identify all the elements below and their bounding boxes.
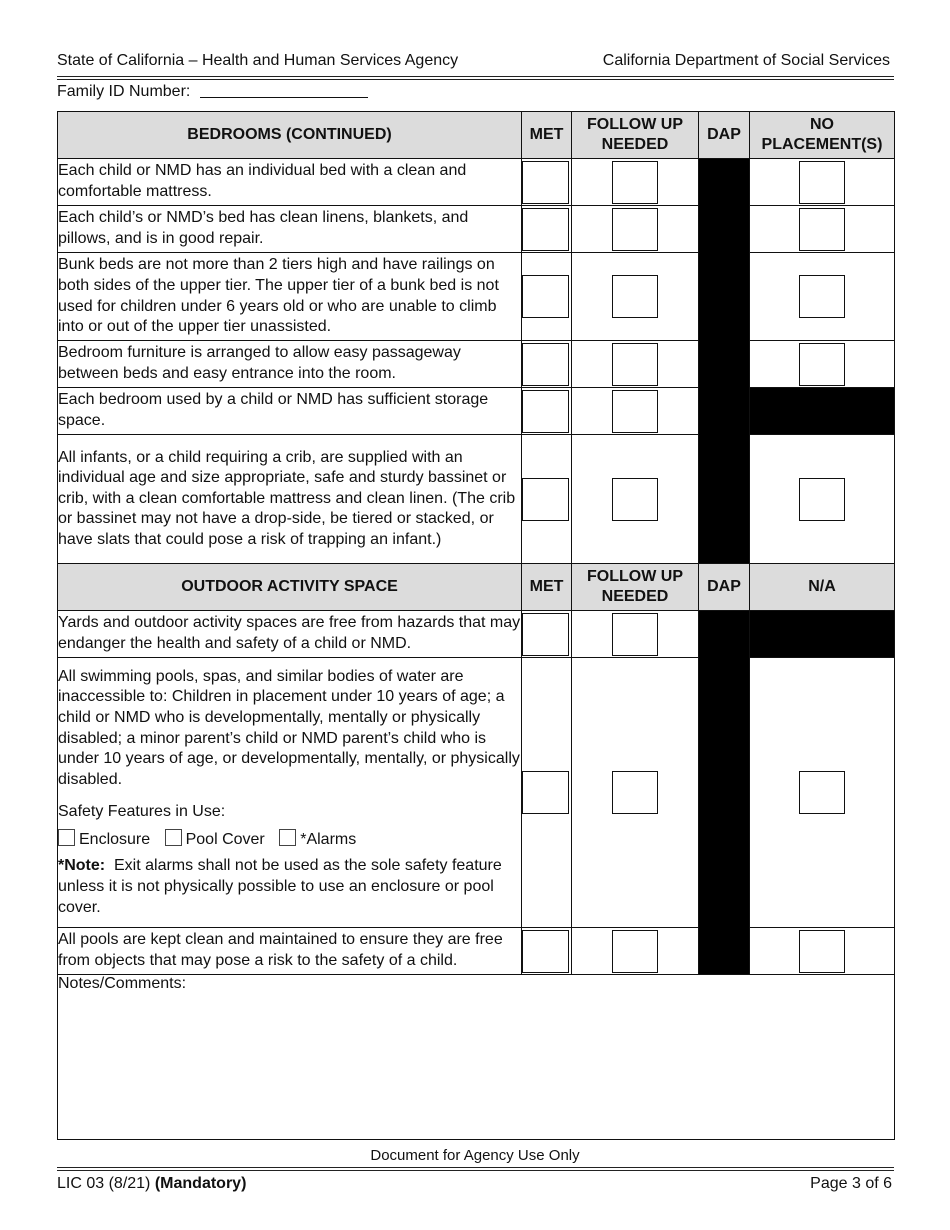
follow-up-checkbox[interactable]: [612, 161, 658, 204]
col-header-no-placement: NO PLACEMENT(S): [750, 112, 895, 159]
follow-up-checkbox[interactable]: [612, 208, 658, 251]
item-text: All infants, or a child requiring a crib, are supplied with an individual age and size appropriate, safe and sturdy bassinet or crib, with a clean comfortable mattress and clean linen. (The crib or bassinet may not have a drop-side, be tiered or stacked, or have slats that could pose a risk of trapping an infant.): [58, 435, 522, 564]
section-title-outdoor: OUTDOOR ACTIVITY SPACE: [58, 564, 522, 611]
dap-blocked-cell: [699, 159, 750, 564]
no-placement-blocked-cell: [750, 388, 895, 435]
notes-comments-field[interactable]: [58, 975, 895, 1140]
alarms-checkbox[interactable]: [279, 829, 296, 846]
enclosure-checkbox[interactable]: [58, 829, 75, 846]
item-text: All pools are kept clean and maintained to ensure they are free from objects that may pose a risk to the safety of a child.: [58, 928, 522, 975]
no-placement-cell: [750, 341, 895, 388]
note-text: Exit alarms shall not be used as the sole safety feature unless it is not physically possible to use an enclosure or pool cover.: [58, 857, 502, 916]
met-cell: [522, 388, 572, 435]
agency-use-notice: Document for Agency Use Only: [370, 1147, 580, 1164]
col-header-follow-up: FOLLOW UP NEEDED: [572, 564, 699, 611]
no-placement-cell: [750, 435, 895, 564]
met-checkbox[interactable]: [522, 161, 569, 204]
family-id-label: Family ID Number:: [57, 83, 191, 100]
agency-name: State of California – Health and Human Services Agency: [57, 52, 459, 69]
table-row: [58, 658, 895, 928]
no-placement-checkbox[interactable]: [799, 343, 845, 386]
no-placement-cell: [750, 206, 895, 253]
item-text: All swimming pools, spas, and similar bodies of water are inaccessible to: Children in placement under 10 years of age; a child or NMD who is developmentally, mentally or physically disabled; a minor parent’s child or NMD parent’s child who is under 10 years of age, or developmentally, mentally, or physically disabled.: [58, 667, 520, 788]
table-row: [58, 611, 895, 658]
met-checkbox[interactable]: [522, 771, 569, 814]
met-cell: [522, 435, 572, 564]
no-placement-cell: [750, 253, 895, 341]
follow-up-cell: [572, 341, 699, 388]
page-number: Page 3 of 6: [810, 1175, 892, 1192]
footer-rule: [57, 1170, 894, 1171]
na-checkbox[interactable]: [799, 930, 845, 973]
department-name: California Department of Social Services: [602, 52, 890, 69]
option-alarms[interactable]: [279, 831, 356, 848]
note: [58, 856, 521, 918]
checklist-table: [57, 111, 895, 1140]
table-row: [58, 253, 895, 341]
col-header-met: MET: [522, 564, 572, 611]
option-pool-cover[interactable]: [165, 831, 265, 848]
item-text: Each child or NMD has an individual bed with a clean and comfortable mattress.: [58, 159, 522, 206]
col-header-dap: DAP: [699, 112, 750, 159]
met-checkbox[interactable]: [522, 275, 569, 318]
dap-blocked-cell: [699, 611, 750, 975]
pool-item: [58, 658, 522, 928]
no-placement-checkbox[interactable]: [799, 275, 845, 318]
notes-row: [58, 975, 895, 1140]
col-header-na: N/A: [750, 564, 895, 611]
col-header-dap: DAP: [699, 564, 750, 611]
header-rule: [57, 79, 894, 80]
option-enclosure[interactable]: [58, 831, 150, 848]
met-checkbox[interactable]: [522, 613, 569, 656]
follow-up-checkbox[interactable]: [612, 930, 658, 973]
col-header-follow-up: FOLLOW UP NEEDED: [572, 112, 699, 159]
follow-up-cell: [572, 253, 699, 341]
safety-features-label: Safety Features in Use:: [58, 803, 226, 821]
met-checkbox[interactable]: [522, 930, 569, 973]
notes-label: Notes/Comments:: [58, 975, 187, 992]
option-label: *Alarms: [300, 830, 357, 848]
met-checkbox[interactable]: [522, 478, 569, 521]
no-placement-checkbox[interactable]: [799, 208, 845, 251]
follow-up-cell: [572, 435, 699, 564]
follow-up-cell: [572, 206, 699, 253]
na-checkbox[interactable]: [799, 771, 845, 814]
met-checkbox[interactable]: [522, 390, 569, 433]
follow-up-cell: [572, 658, 699, 928]
met-checkbox[interactable]: [522, 208, 569, 251]
follow-up-checkbox[interactable]: [612, 613, 658, 656]
na-cell: [750, 928, 895, 975]
pool-cover-checkbox[interactable]: [165, 829, 182, 846]
follow-up-checkbox[interactable]: [612, 343, 658, 386]
met-cell: [522, 253, 572, 341]
bedrooms-header-row: [58, 112, 895, 159]
follow-up-cell: [572, 928, 699, 975]
form-id: [57, 1175, 246, 1193]
item-text: Bunk beds are not more than 2 tiers high and have railings on both sides of the upper tier. The upper tier of a bunk bed is not used for children under 6 years old or who are unable to climb into or out of the upper tier unassisted.: [58, 253, 522, 341]
met-cell: [522, 611, 572, 658]
option-label: Pool Cover: [185, 830, 265, 848]
follow-up-checkbox[interactable]: [612, 275, 658, 318]
no-placement-cell: [750, 159, 895, 206]
table-row: [58, 928, 895, 975]
met-cell: [522, 658, 572, 928]
met-cell: [522, 341, 572, 388]
no-placement-checkbox[interactable]: [799, 478, 845, 521]
mandatory-label: (Mandatory): [154, 1175, 247, 1192]
col-header-met: MET: [522, 112, 572, 159]
option-label: Enclosure: [79, 830, 151, 848]
table-row: [58, 388, 895, 435]
table-row: [58, 159, 895, 206]
na-cell: [750, 658, 895, 928]
met-cell: [522, 206, 572, 253]
met-checkbox[interactable]: [522, 343, 569, 386]
no-placement-checkbox[interactable]: [799, 161, 845, 204]
outdoor-header-row: [58, 564, 895, 611]
table-row: [58, 435, 895, 564]
item-text: Each child’s or NMD’s bed has clean linens, blankets, and pillows, and is in good repair.: [58, 206, 522, 253]
family-id-field[interactable]: [200, 83, 368, 98]
follow-up-checkbox[interactable]: [612, 478, 658, 521]
section-title-bedrooms: BEDROOMS (CONTINUED): [58, 112, 522, 159]
met-cell: [522, 159, 572, 206]
note-label: *Note:: [58, 857, 106, 875]
follow-up-cell: [572, 611, 699, 658]
met-cell: [522, 928, 572, 975]
follow-up-checkbox[interactable]: [612, 390, 658, 433]
header-rule: [57, 76, 894, 77]
item-text: Each bedroom used by a child or NMD has sufficient storage space.: [58, 388, 522, 435]
table-row: [58, 206, 895, 253]
footer-rule: [57, 1167, 894, 1168]
follow-up-checkbox[interactable]: [612, 771, 658, 814]
table-row: [58, 341, 895, 388]
safety-options: [58, 829, 521, 851]
na-blocked-cell: [750, 611, 895, 658]
family-id-row: [57, 83, 368, 101]
follow-up-cell: [572, 388, 699, 435]
follow-up-cell: [572, 159, 699, 206]
form-number: LIC 03 (8/21): [57, 1175, 151, 1192]
item-text: Yards and outdoor activity spaces are free from hazards that may endanger the health and safety of a child or NMD.: [58, 611, 522, 658]
item-text: Bedroom furniture is arranged to allow easy passageway between beds and easy entrance into the room.: [58, 341, 522, 388]
